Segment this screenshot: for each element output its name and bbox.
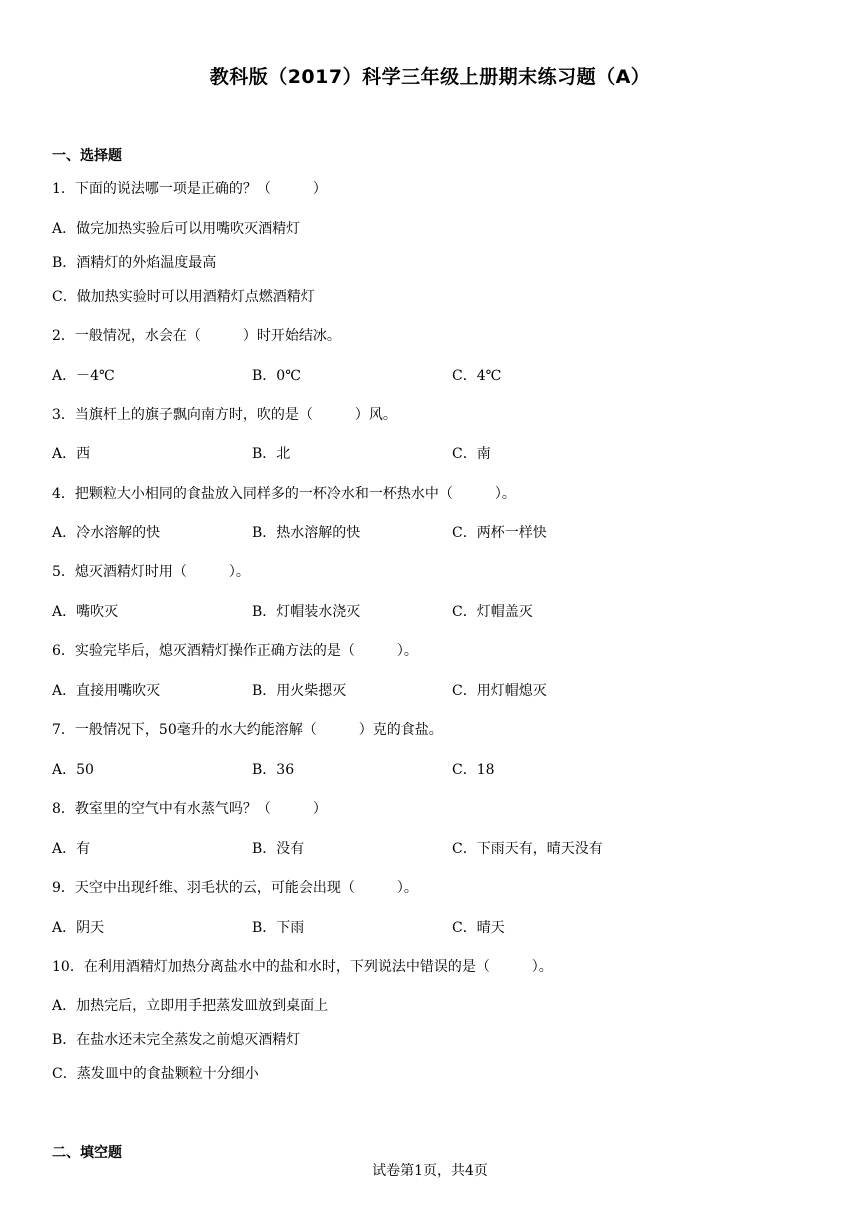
section-heading-fill: 二、填空题 (52, 1145, 122, 1161)
question-stem: 2．一般情况，水会在（ ）时开始结冰。 (52, 328, 341, 344)
option: B．没有 (252, 841, 305, 857)
option: A．西 (52, 446, 91, 462)
question-stem: 3．当旗杆上的旗子飘向南方时，吹的是（ ）风。 (52, 407, 397, 423)
option: B．在盐水还未完全蒸发之前熄灭酒精灯 (52, 1032, 301, 1048)
question-stem: 7．一般情况下，50毫升的水大约能溶解（ ）克的食盐。 (52, 722, 443, 738)
question-stem: 1．下面的说法哪一项是正确的？（ ） (52, 181, 327, 197)
option: C．4℃ (452, 368, 502, 384)
question-stem: 10．在利用酒精灯加热分离盐水中的盐和水时，下列说法中错误的是（ ）。 (52, 959, 553, 975)
question-stem: 8．教室里的空气中有水蒸气吗？（ ） (52, 801, 327, 817)
option: B．灯帽装水浇灭 (252, 604, 361, 620)
option: C．晴天 (452, 920, 505, 936)
option: C．用灯帽熄灭 (452, 683, 547, 699)
option: A．有 (52, 841, 91, 857)
option: C．南 (452, 446, 491, 462)
page-title: 教科版（2017）科学三年级上册期末练习题（A） (209, 66, 651, 88)
option: B．热水溶解的快 (252, 525, 361, 541)
option: C．蒸发皿中的食盐颗粒十分细小 (52, 1066, 259, 1082)
option: A．冷水溶解的快 (52, 525, 161, 541)
option: A．直接用嘴吹灭 (52, 683, 161, 699)
option: A．做完加热实验后可以用嘴吹灭酒精灯 (52, 221, 301, 237)
option: A．阴天 (52, 920, 105, 936)
option: A．－4℃ (52, 368, 115, 384)
option: C．做加热实验时可以用酒精灯点燃酒精灯 (52, 289, 315, 305)
option: C．灯帽盖灭 (452, 604, 533, 620)
option: A．加热完后，立即用手把蒸发皿放到桌面上 (52, 998, 329, 1014)
option: B．酒精灯的外焰温度最高 (52, 255, 217, 271)
option: C．18 (452, 762, 495, 778)
option: B．0℃ (252, 368, 301, 384)
option: B．36 (252, 762, 295, 778)
question-stem: 9．天空中出现纤维、羽毛状的云，可能会出现（ ）。 (52, 880, 418, 896)
option: B．下雨 (252, 920, 305, 936)
option: A．嘴吹灭 (52, 604, 119, 620)
question-stem: 6．实验完毕后，熄灭酒精灯操作正确方法的是（ ）。 (52, 643, 418, 659)
section-heading-choice: 一、选择题 (52, 148, 122, 164)
option: B．北 (252, 446, 291, 462)
question-stem: 5．熄灭酒精灯时用（ ）。 (52, 564, 250, 580)
option: B．用火柴摁灭 (252, 683, 347, 699)
option: A．50 (52, 762, 94, 778)
option: C．下雨天有，晴天没有 (452, 841, 603, 857)
page-footer: 试卷第1页，共4页 (372, 1163, 488, 1179)
question-stem: 4．把颗粒大小相同的食盐放入同样多的一杯冷水和一杯热水中（ ）。 (52, 486, 516, 502)
option: C．两杯一样快 (452, 525, 547, 541)
